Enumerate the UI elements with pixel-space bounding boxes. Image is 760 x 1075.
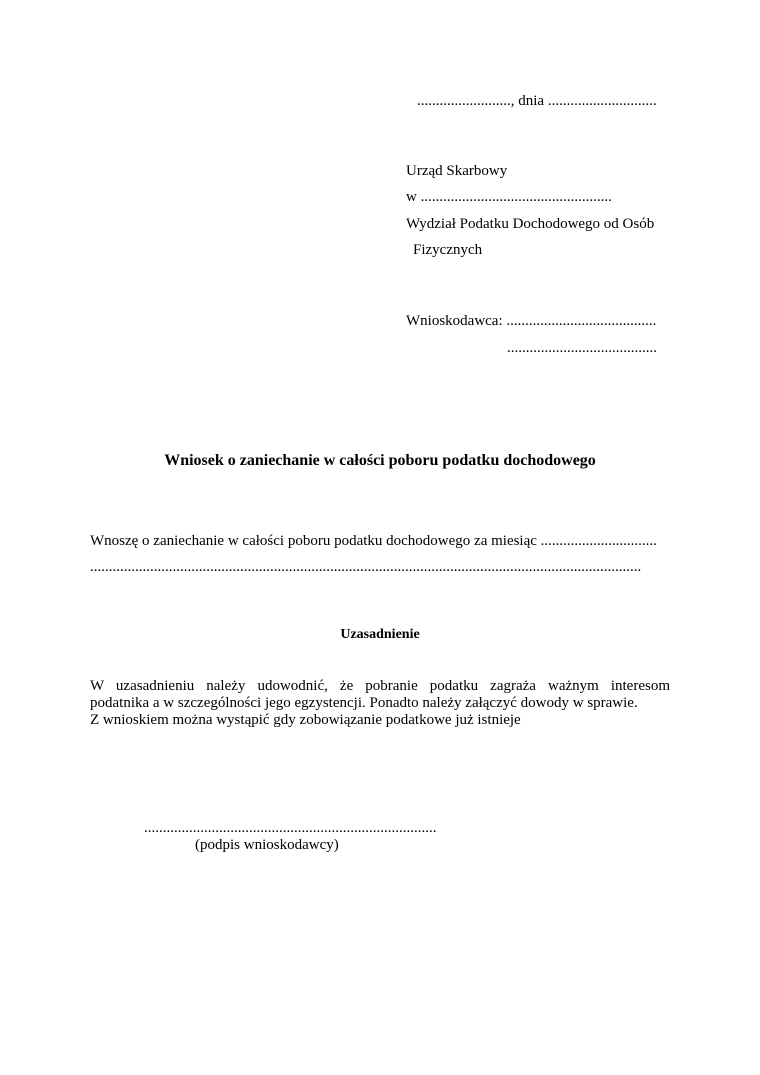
- justification-row: W uzasadnieniu należy udowodnić, że pobranie podatku zagraża ważnym interesom: [90, 678, 670, 694]
- place-date-line: ........................., dnia .............................: [417, 93, 657, 109]
- recipient-office: Urząd Skarbowy: [406, 163, 508, 179]
- justification-paragraph: [90, 678, 670, 729]
- applicant-line-2: ........................................: [507, 340, 657, 356]
- request-line: Wnoszę o zaniechanie w całości poboru podatku dochodowego za miesiąc ...............................: [90, 533, 657, 549]
- recipient-location: w ...................................................: [406, 189, 612, 205]
- signature-label: (podpis wnioskodawcy): [195, 837, 339, 853]
- recipient-department: Wydział Podatku Dochodowego od Osób: [406, 216, 655, 232]
- justification-row: podatnika a w szczególności jego egzystencji. Ponadto należy załączyć dowody w sprawie.: [90, 695, 638, 711]
- request-line-2: ...................................................................................................................................................: [90, 559, 642, 575]
- signature-dots: ..............................................................................: [144, 820, 437, 836]
- justification-heading: Uzasadnienie: [340, 627, 420, 642]
- document-title: Wniosek o zaniechanie w całości poboru podatku dochodowego: [164, 452, 596, 469]
- recipient-department-cont: Fizycznych: [413, 242, 483, 258]
- applicant-line: Wnioskodawca: ........................................: [406, 313, 657, 329]
- justification-row: Z wnioskiem można wystąpić gdy zobowiązanie podatkowe już istnieje: [90, 712, 521, 728]
